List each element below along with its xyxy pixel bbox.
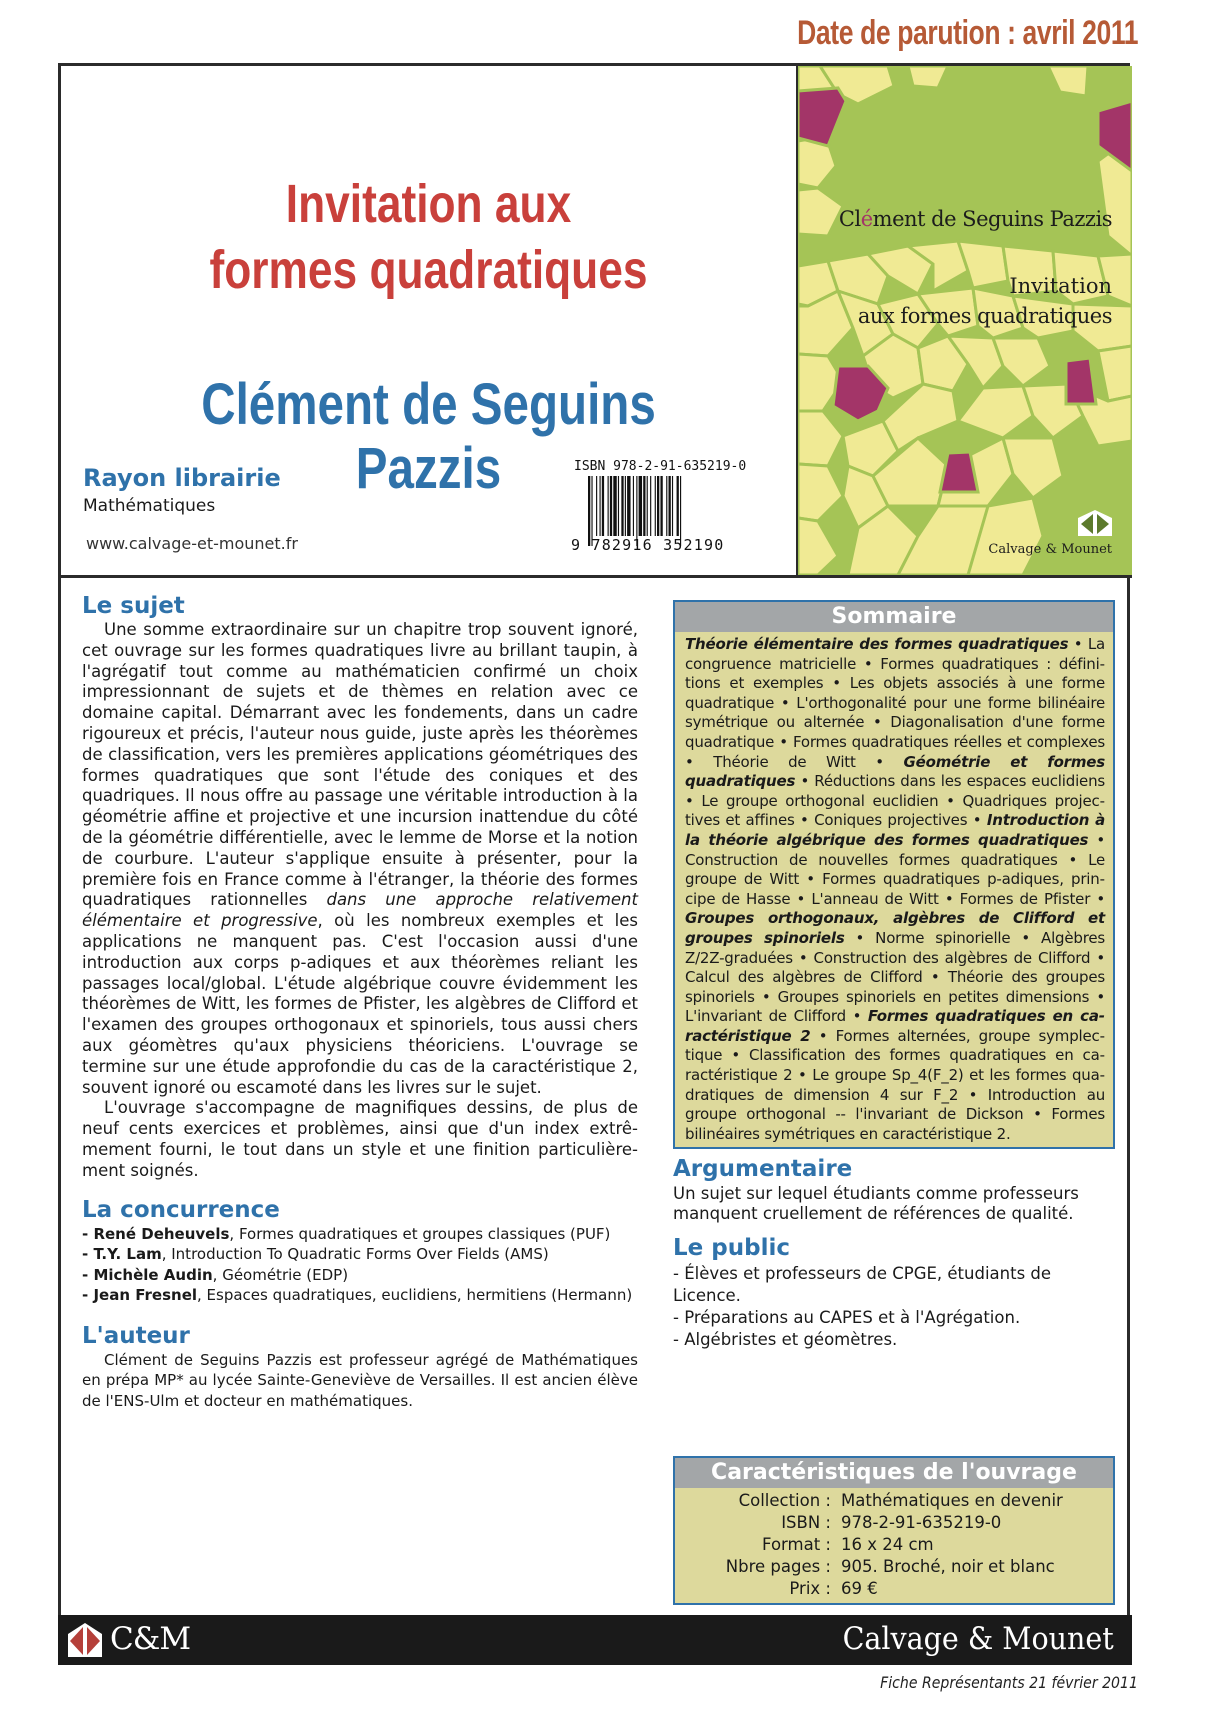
barcode-bar [621, 476, 623, 536]
carac-label: ISBN : [781, 1513, 831, 1532]
public-section [673, 1234, 1115, 1351]
carac-value: Mathématiques en devenir [841, 1491, 1063, 1510]
barcode-bar [666, 476, 667, 536]
barcode-bar [602, 476, 604, 536]
argumentaire-section [673, 1155, 1115, 1224]
rayon-value: Mathématiques [83, 496, 216, 516]
sommaire-body: Théorie élémentaire des formes quadratiques • La congruence matricielle • Formes quadratiques : définitions et exemples • Les objets associés à une forme quadratique • L'orthogonalité pour une forme bilinéaire symétrique ou alternée • Diagonalisation d'une forme quadratique • Formes quadratiques réelles et complexes • Théorie de Witt • Géométrie et formes quadratiques • Réductions dans les espaces euclidiens • Le groupe orthogonal euclidien • Quadriques projectives et affines • Coniques projectives • Introduction à la théorie algébrique des formes quadratiques • Construction de nouvelles formes quadratiques • Le groupe de Witt • Formes quadratiques p-adiques, principe de Hasse • L'anneau de Witt • Formes de Pfister • Groupes orthogonaux, algèbres de Clifford et groupes spinoriels • Norme spinorielle • Algèbres Z/2Z-graduées • Construction des algèbres de Clifford • Calcul des algèbres de Clifford • Théorie des groupes spinoriels • Groupes spinoriels en petites dimensions • L'invariant de Clifford • Formes quadratiques en caractéristique 2 • Formes alternées, groupe symplectique • Classification des formes quadratiques en caractéristique 2 • Le groupe Sp_4(F_2) et les formes quadratiques de dimension 4 sur F_2 • Introduction au groupe orthogonal -- l'invariant de Dickson • Formes bilinéaires symétriques en caractéristique 2. [685, 635, 1106, 1143]
public-item: - Préparations au CAPES et à l'Agrégation. [673, 1308, 1021, 1328]
carac-label: Prix : [789, 1579, 831, 1598]
author-name: Clément de Seguins Pazzis [201, 372, 656, 501]
footer-publisher: Calvage & Mounet [842, 1621, 1114, 1657]
caracteristiques-body [675, 1488, 1113, 1603]
cm-logo-icon [68, 1623, 102, 1657]
concurrence-item: - T.Y. Lam, Introduction To Quadratic Forms Over Fields (AMS) [82, 1245, 549, 1264]
auteur-section [82, 1322, 638, 1412]
carac-label: Format : [762, 1535, 831, 1554]
barcode-bar [655, 476, 656, 536]
argumentaire-heading: Argumentaire [673, 1156, 853, 1183]
carac-value: 905. Broché, noir et blanc [841, 1557, 1055, 1576]
sommaire-box [673, 600, 1115, 1149]
argumentaire-text: Un sujet sur lequel étudiants comme professeurs manquent cruellement de références de qualité. [673, 1184, 1079, 1224]
sujet-paragraph-1: Une somme extraordinaire sur un chapitre trop souvent ignoré, cet ouvrage sur les formes quadratiques livre au brillant taupin, à l'agrégatif tout comme au mathématicien confirmé un choix impressionnant de sujets et de thèmes en relation avec ce domaine capital. Démarrant avec les fondements, dans un cadre rigoureux et précis, l'auteur nous guide, juste après les théorèmes de classification, vers les premières applications géométriques des formes quadratiques que sont l'étude des coniques et des quadriques. Il nous offre au passage une véritable introduction à la géométrie affine et projective et une incursion inattendue du côté de la géométrie différentielle, avec le lemme de Morse et la notion de courbure. L'auteur s'applique ensuite à présenter, pour la première fois en France comme à l'étranger, la théorie des formes quadratiques rationnelles dans une approche relativement élémentaire et progressive, où les nombreux exemples et les applications ne manquent pas. C'est l'occasion aussi d'une introduction aux corps p-adiques et aux théorèmes reliant les passages local/global. L'étude algébrique couvre évidemment les théorèmes de Witt, les formes de Pfister, les algèbres de Clifford et l'examen des groupes orthogonaux et spinoriels, tous aussi chers aux géomètres qu'aux physiciens théoriciens. L'ouvrage se termine sur une étude approfondie du cas de la caractéristique 2, souvent ignoré ou escamoté dans les livres sur le sujet. [82, 620, 639, 1097]
carac-value: 978-2-91-635219-0 [841, 1513, 1002, 1532]
barcode-bar [600, 476, 601, 536]
carac-row [675, 1490, 1113, 1512]
cover-title-line2: aux formes quadratiques [857, 304, 1112, 328]
caracteristiques-box [673, 1456, 1115, 1605]
carac-label: Collection : [738, 1491, 831, 1510]
public-item: - Élèves et professeurs de CPGE, étudiants de Licence. [673, 1264, 1052, 1306]
barcode-bar [647, 476, 648, 536]
barcode-bar [625, 476, 626, 536]
barcode-bar [627, 476, 630, 536]
public-heading: Le public [673, 1235, 790, 1262]
barcode-bar [610, 476, 612, 536]
carac-row [675, 1556, 1113, 1578]
barcode-bar [657, 476, 659, 536]
barcode-bar [633, 476, 634, 536]
barcode-bar [660, 476, 662, 536]
cover-title-line1: Invitation [1009, 274, 1112, 298]
right-column [673, 600, 1115, 1351]
barcode-bar [672, 476, 673, 536]
public-list [673, 1263, 1115, 1351]
sommaire-part-title: Géométrie et formes quadratiques [685, 752, 1105, 791]
barcode-bar [596, 476, 597, 536]
auteur-text: Clément de Seguins Pazzis est professeur agrégé de Mathématiques en prépa MP* au lycée Sainte-Geneviève de Versailles. Il est ancien élève de l'ENS-Ulm et docteur en mathématiques. [82, 1350, 638, 1410]
fiche-representants: Fiche Représentants 21 février 2011 [880, 1673, 1138, 1692]
book-cover [796, 66, 1132, 575]
public-item: - Algébristes et géomètres. [673, 1330, 898, 1350]
barcode-bar [608, 476, 609, 536]
barcode-bar [618, 476, 619, 536]
sommaire-heading: Sommaire [675, 602, 1113, 632]
concurrence-list [82, 1224, 638, 1306]
book-title-line1: Invitation aux [285, 174, 572, 234]
barcode-digits: 9 782916 352190 [571, 536, 725, 554]
sommaire-part-title: Groupes orthogonaux, algèbres de Clifford et groupes spinoriels [685, 909, 1105, 947]
footer-band [58, 1615, 1132, 1665]
sujet-heading: Le sujet [82, 593, 185, 619]
header-divider [58, 575, 1132, 578]
auteur-heading: L'auteur [82, 1322, 190, 1349]
carac-row [675, 1578, 1113, 1600]
carac-row [675, 1534, 1113, 1556]
barcode-bar [677, 476, 679, 536]
footer-short-name: C&M [110, 1621, 191, 1657]
carac-label: Nbre pages : [725, 1557, 831, 1576]
barcode-bar [639, 476, 642, 536]
barcode-bar [643, 476, 645, 536]
concurrence-item: - Michèle Audin, Géométrie (EDP) [82, 1265, 349, 1284]
calvage-mounet-logo-icon [1078, 510, 1112, 536]
barcode-bar [669, 476, 671, 536]
cover-author: Clément de Seguins Pazzis [838, 207, 1112, 231]
left-column [82, 592, 638, 1411]
caracteristiques-heading: Caractéristiques de l'ouvrage [675, 1458, 1113, 1488]
barcode-isbn-text: ISBN 978-2-91-635219-0 [574, 459, 747, 474]
barcode-bar [613, 476, 616, 536]
sujet-paragraph-2: L'ouvrage s'accompagne de magnifiques dessins, de plus de neuf cents exercices et problèmes, ainsi que d'un index extrêmement fourni, le tout dans un style et une finition particulièrement soignés. [82, 1098, 638, 1180]
sommaire-part-title: Introduction à la théorie algébrique des formes quadratiques [685, 811, 1105, 849]
release-date: Date de parution : avril 2011 [797, 14, 1138, 52]
barcode-bar [650, 476, 651, 536]
header-panel [61, 66, 796, 576]
carac-value: 16 x 24 cm [841, 1535, 934, 1554]
book-title-line2: formes quadratiques [209, 240, 648, 300]
rayon-label: Rayon librairie [83, 464, 281, 492]
sommaire-part-title: Formes quadratiques en caractéristique 2 [685, 1007, 1105, 1045]
sommaire-part-title: Théorie élémentaire des formes quadratiques [685, 635, 1069, 653]
carac-value: 69 € [841, 1579, 878, 1598]
website-link[interactable]: www.calvage-et-mounet.fr [86, 534, 298, 553]
carac-row [675, 1512, 1113, 1534]
concurrence-heading: La concurrence [82, 1196, 280, 1223]
concurrence-item: - René Deheuvels, Formes quadratiques et groupes classiques (PUF) [82, 1224, 611, 1243]
concurrence-item: - Jean Fresnel, Espaces quadratiques, euclidiens, hermitiens (Hermann) [82, 1286, 633, 1305]
cover-publisher: Calvage & Mounet [988, 542, 1112, 557]
concurrence-section [82, 1196, 638, 1306]
